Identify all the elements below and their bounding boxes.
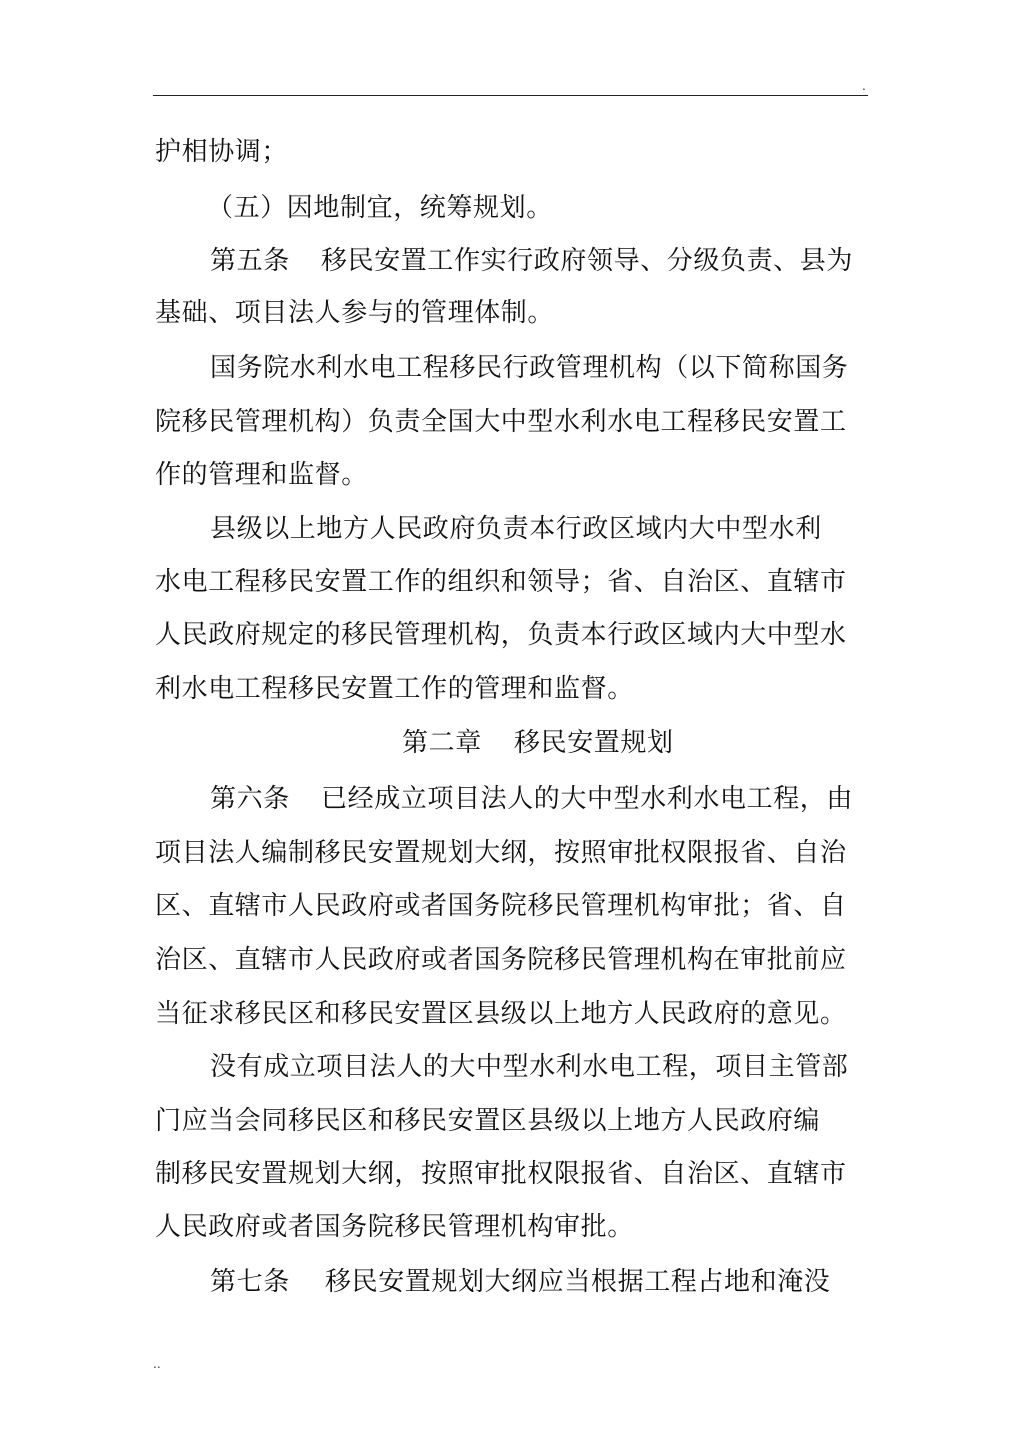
text-line: 人民政府规定的移民管理机构，负责本行政区域内大中型水	[155, 620, 847, 650]
text-line: （五）因地制宜，统筹规划。	[207, 193, 553, 223]
article-number: 第五条	[210, 246, 290, 276]
text-line: 县级以上地方人民政府负责本行政区域内大中型水利	[210, 514, 822, 544]
text-line: 没有成立项目法人的大中型水利水电工程，项目主管部	[210, 1052, 849, 1082]
article-number: 第七条	[210, 1267, 290, 1297]
footer-mark: ..	[153, 1357, 161, 1371]
header-rule	[153, 95, 868, 96]
text-line: 移民安置规划大纲应当根据工程占地和淹没	[325, 1267, 831, 1297]
text-line: 利水电工程移民安置工作的管理和监督。	[155, 674, 634, 704]
text-line: 国务院水利水电工程移民行政管理机构（以下简称国务	[210, 353, 849, 383]
text-line: 水电工程移民安置工作的组织和领导；省、自治区、直辖市	[155, 567, 847, 597]
text-line: 治区、直辖市人民政府或者国务院移民管理机构在审批前应	[155, 945, 847, 975]
chapter-number: 第二章	[402, 728, 482, 758]
text-line: 门应当会同移民区和移民安置区县级以上地方人民政府编	[155, 1106, 821, 1136]
text-line: 作的管理和监督。	[155, 460, 368, 490]
text-line: 已经成立项目法人的大中型水利水电工程，由	[321, 784, 854, 814]
header-mark: .	[862, 79, 866, 93]
chapter-title: 移民安置规划	[514, 728, 674, 758]
text-line: 护相协调；	[155, 137, 289, 167]
text-line: 当征求移民区和移民安置区县级以上地方人民政府的意见。	[155, 999, 847, 1029]
text-line: 项目法人编制移民安置规划大纲，按照审批权限报省、自治	[155, 838, 847, 868]
text-line: 移民安置工作实行政府领导、分级负责、县为	[321, 246, 854, 276]
text-line: 区、直辖市人民政府或者国务院移民管理机构审批；省、自	[155, 891, 847, 921]
text-line: 基础、项目法人参与的管理体制。	[155, 298, 555, 328]
text-line: 院移民管理机构）负责全国大中型水利水电工程移民安置工	[155, 407, 847, 437]
text-line: 人民政府或者国务院移民管理机构审批。	[155, 1212, 634, 1242]
article-number: 第六条	[210, 784, 290, 814]
text-line: 制移民安置规划大纲，按照审批权限报省、自治区、直辖市	[155, 1159, 847, 1189]
